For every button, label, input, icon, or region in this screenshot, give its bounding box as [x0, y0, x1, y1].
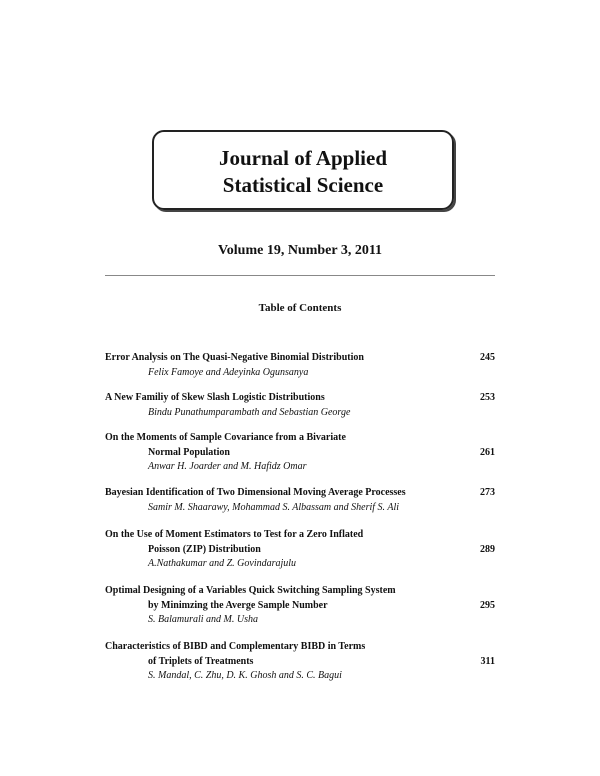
- entry-page-number: 295: [480, 599, 495, 611]
- entry-authors: Anwar H. Joarder and M. Hafidz Omar: [148, 461, 307, 472]
- entry-title: Normal Population: [148, 446, 230, 458]
- toc-entry[interactable]: [105, 351, 495, 380]
- entry-authors: Bindu Punathumparambath and Sebastian George: [148, 406, 351, 418]
- entry-page-number: 289: [480, 543, 495, 555]
- entry-title: On the Moments of Sample Covariance from a Bivariate: [105, 432, 346, 443]
- journal-title-line2: Statistical Science: [222, 173, 384, 197]
- toc-entry[interactable]: [105, 486, 495, 515]
- toc-entry[interactable]: [105, 431, 495, 475]
- toc-entry[interactable]: [105, 391, 495, 420]
- entry-title: Poisson (ZIP) Distribution: [148, 543, 261, 555]
- entry-page-number: 311: [480, 655, 495, 667]
- toc-entry[interactable]: [105, 528, 495, 572]
- entry-authors: Felix Famoye and Adeyinka Ogunsanya: [148, 366, 309, 378]
- entry-title: A New Familiy of Skew Slash Logistic Distributions: [105, 392, 325, 403]
- entry-title: Bayesian Identification of Two Dimensional Moving Average Processes: [105, 487, 406, 498]
- volume-info: Volume 19, Number 3, 2011: [217, 243, 383, 258]
- entry-page-number: 273: [480, 487, 495, 498]
- toc-heading: Table of Contents: [258, 302, 342, 314]
- entry-title: of Triplets of Treatments: [148, 655, 254, 667]
- entry-page-number: 245: [480, 352, 495, 363]
- toc-entry[interactable]: [105, 584, 495, 628]
- entry-authors: S. Mandal, C. Zhu, D. K. Ghosh and S. C. Bagui: [148, 670, 342, 681]
- toc-entry[interactable]: [105, 640, 495, 684]
- entry-title: by Minimzing the Averge Sample Number: [148, 599, 328, 611]
- entry-authors: S. Balamurali and M. Usha: [148, 614, 258, 625]
- entry-authors: A.Nathakumar and Z. Govindarajulu: [148, 558, 297, 569]
- divider: [105, 275, 495, 276]
- entry-title: Characteristics of BIBD and Complementary BIBD in Terms: [105, 641, 366, 652]
- entry-page-number: 253: [480, 392, 495, 403]
- entry-title: Optimal Designing of a Variables Quick Switching Sampling System: [105, 585, 396, 596]
- entry-title: Error Analysis on The Quasi-Negative Binomial Distribution: [105, 352, 364, 363]
- entry-title: On the Use of Moment Estimators to Test for a Zero Inflated: [105, 529, 364, 540]
- entry-page-number: 261: [480, 446, 495, 458]
- journal-title-line1: Journal of Applied: [218, 146, 388, 170]
- entry-authors: Samir M. Shaarawy, Mohammad S. Albassam and Sherif S. Ali: [148, 501, 400, 513]
- journal-title-box: [152, 130, 454, 210]
